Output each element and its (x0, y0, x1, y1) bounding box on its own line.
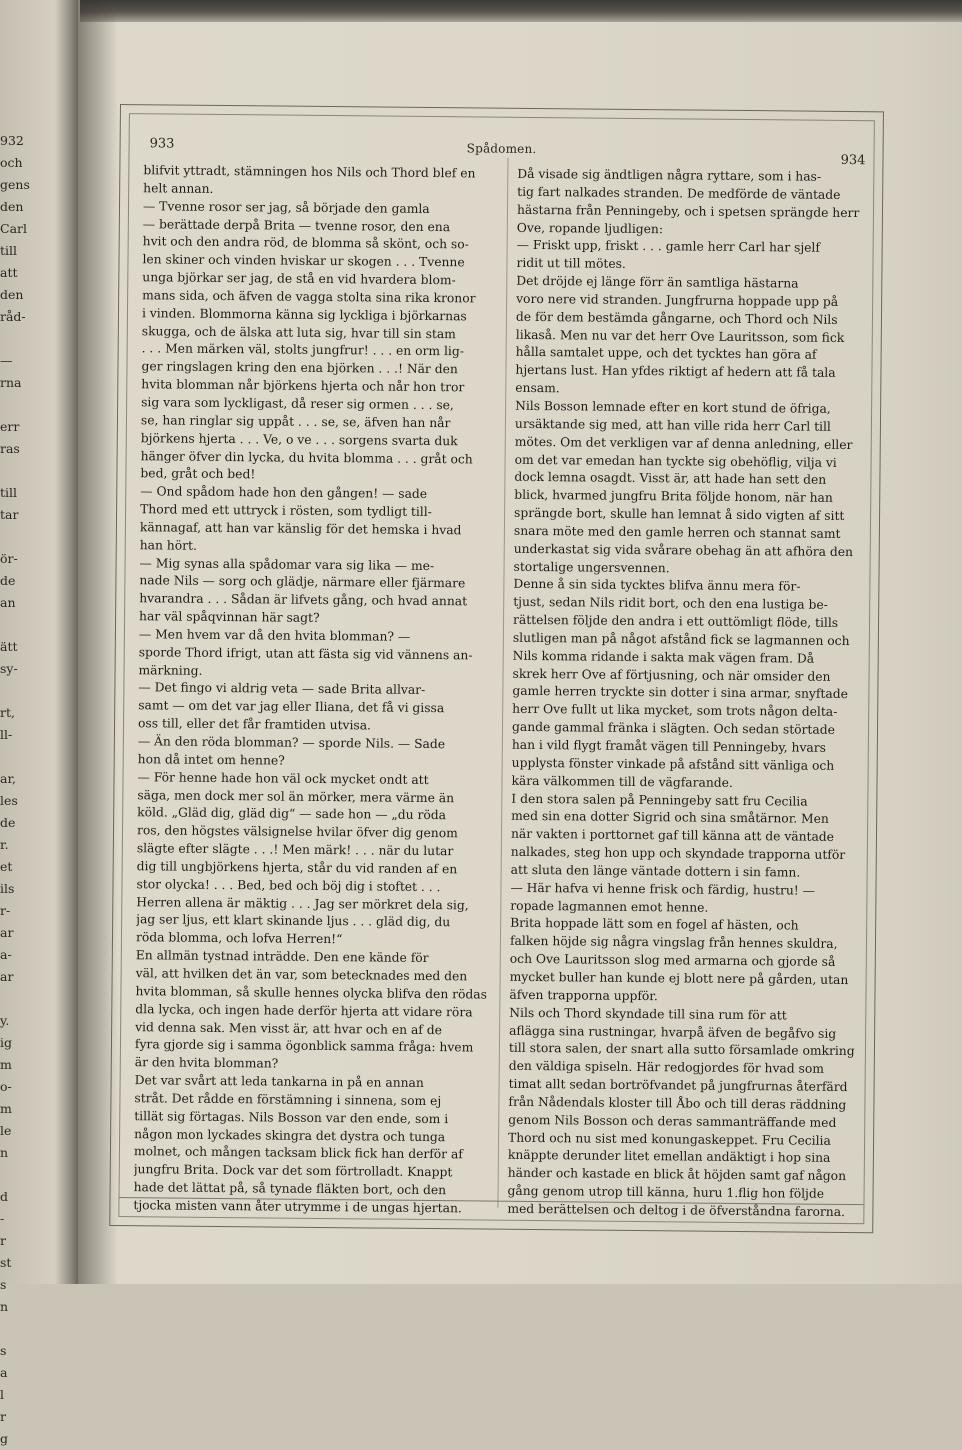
text-line: rt, (0, 705, 15, 720)
text-line: Thord och nu sist med konungaskeppet. Fru Cecilia (508, 1130, 831, 1148)
text-line: ridit ut till mötes. (516, 256, 626, 272)
text-line: hästarna från Penningeby, och i spetsen sprängde herr (516, 202, 860, 220)
text-line: mötes. Om det verkligen var af denna anledning, eller (514, 434, 853, 452)
text-line: ils (0, 881, 15, 896)
text-line: händer och kastade en blick åt höjden samt gaf någon (507, 1166, 847, 1184)
text-line: unga björkar ser jag, de stå en vid hvardera blom- (142, 270, 456, 288)
text-line: till (0, 485, 18, 500)
text-line: En allmän tystnad inträdde. Den ene kände för (135, 948, 429, 966)
right-text-column (507, 166, 875, 1222)
text-line: ursäktande sig med, att han ville rida herr Carl till (514, 416, 831, 434)
text-line: till stora salen, der snart alla sutto församlade omkring (508, 1041, 855, 1059)
text-line: — Ond spådom hade hon den gången! — sade (140, 484, 428, 502)
text-line: att sluta den länge väntade dottern i sin famn. (510, 862, 801, 880)
text-line: o- (0, 1079, 12, 1094)
text-line: den (0, 199, 24, 214)
text-line: s (0, 1343, 7, 1358)
text-line: tig fart nalkades stranden. De medförde de väntade (517, 184, 841, 202)
text-line: sprängde bort, skulle han lemnat å sido vigten af sitt (514, 505, 845, 524)
text-line: märkning. (138, 662, 203, 678)
text-line: röda blomma, och lofva Herren!“ (135, 930, 343, 947)
text-line: med berättelsen och deltog i de öfverståndna farorna. (507, 1201, 846, 1219)
text-line: slutligen man på något afstånd fick se lagmannen och (512, 630, 850, 648)
text-line: Ove, ropande ljudligen: (516, 220, 664, 236)
text-line: stortalige ungersvennen. (513, 559, 670, 575)
text-line: len skiner och vinden hviskar ur skogen . . . Tvenne (142, 252, 465, 270)
running-head: Spådomen. (466, 141, 537, 156)
text-line: ger ringslagen kring den ena björken . . .! När den (141, 359, 458, 377)
text-line: den (0, 287, 24, 302)
text-line: hjertans lust. Han yfdes riktigt af hedern att få tala (515, 363, 836, 381)
text-line: — Än den röda blomman? — sporde Nils. — Sade (137, 734, 446, 752)
text-line: gande gammal fränka i slägten. Och sedan störtade (511, 719, 835, 738)
text-line: äfven trapporna uppför. (509, 987, 658, 1004)
text-line: g (0, 1431, 9, 1446)
text-line: Herren allena är mäktig . . . Jag ser mörkret dela sig, (136, 894, 469, 912)
text-line: björkens hjerta . . . Ve, o ve . . . sorgens svarta duk (140, 430, 458, 448)
text-line: fyra gjorde sig i samma ögonblick samma fråga: hvem (134, 1037, 474, 1055)
text-line: jag ser ljus, ett klart skinande ljus . . . gläd dig, du (136, 912, 451, 930)
printed-page (109, 104, 884, 1233)
text-line (0, 394, 44, 416)
text-line: skrek herr Ove af förtjusning, och när omsider den (512, 666, 831, 684)
text-line: . . . Men märken väl, stolts jungfrur! . . . en orm lig- (141, 341, 464, 359)
text-line: från Nådendals kloster till Åbo och till deras räddning (508, 1094, 847, 1112)
text-line: de för dem bestämda gångarne, och Thord och Nils (515, 309, 838, 327)
text-line: y. (0, 1013, 10, 1028)
text-line: ropade lagmannen emot henne. (510, 898, 709, 915)
text-line: dla lycka, och ingen hade derför hjerta att vidare röra (135, 1001, 473, 1020)
text-line: gamle herren tryckte sin dotter i sina armar, snyftade (512, 684, 848, 702)
text-line: dig till ungbjörkens hjerta, står du vid randen af en (136, 859, 458, 877)
text-line: ll- (0, 727, 13, 742)
text-line (0, 1318, 44, 1340)
text-line: helt annan. (143, 181, 214, 196)
text-line: dock lemna osagdt. Visst är, att hade han sett den (514, 470, 827, 488)
text-line: tjocka misten vann åter utrymme i de ungas hjertan. (133, 1198, 462, 1216)
text-line: timat allt sedan bortröfvandet på jungfrurnas återfärd (508, 1076, 848, 1095)
left-text-column (133, 162, 501, 1218)
text-line: samt — om det var jag eller Iliana, det få vi gissa (138, 698, 445, 716)
text-line: han hört. (139, 537, 197, 553)
text-line (0, 680, 44, 702)
text-line: Thord med ett uttryck i rösten, som tydligt till- (140, 502, 432, 520)
text-line: le (0, 1123, 12, 1138)
text-line: och Ove Lauritsson slog med armarna och gjorde så (509, 951, 836, 970)
text-line: err (0, 419, 20, 434)
text-line: Carl (0, 221, 27, 236)
text-line: säga, men dock mer sol än mörker, mera värme än (137, 787, 455, 805)
text-line: gång genom utrop till känna, huru 1.flig hon följde (507, 1183, 825, 1201)
text-line: bed, gråt och bed! (140, 466, 256, 482)
text-line: tjust, sedan Nils ridit bort, och den ena lustiga be- (513, 595, 828, 613)
text-line: falken höjde sig några vingslag från hennes skuldra, (509, 934, 838, 952)
text-line: nade Nils — sorg och glädje, närmare eller fjärmare (139, 573, 466, 591)
text-line: Då visade sig ändtligen några ryttare, som i has- (517, 166, 822, 184)
text-line: l (0, 1387, 4, 1402)
text-line (0, 526, 44, 548)
text-line: jungfru Brita. Dock var det som förtrolladt. Knappt (133, 1162, 453, 1180)
text-line: om det var emedan han tyckte sig obehöflig, vilja vi (514, 452, 837, 470)
text-line: Nils Bosson lemnade efter en kort stund de öfriga, (515, 398, 831, 416)
text-line: väl, att hvilken det än var, som betecknades med den (135, 966, 468, 984)
text-line: har väl spåqvinnan här sagt? (139, 609, 320, 626)
text-line: sporde Thord ifrigt, utan att fästa sig vid vännens an- (138, 644, 473, 663)
text-line: ar (0, 925, 14, 940)
text-line: a- (0, 947, 12, 962)
text-line: någon mon lyckades skingra det dystra och tunga (134, 1126, 446, 1144)
text-line: Brita hoppade lätt som en fogel af hästen, och (510, 916, 799, 933)
text-line: likaså. Men nu var det herr Ove Lauritsson, som fick (515, 327, 845, 345)
text-line: underkastat sig vida svårare obehag än att afhöra den (513, 541, 854, 559)
text-line: a (0, 1365, 8, 1380)
top-book-edge (80, 0, 962, 22)
text-line: till (0, 243, 18, 258)
text-line: genom Nils Bosson och deras sammanträffande med (508, 1112, 837, 1130)
text-line: blifvit yttradt, stämningen hos Nils och Thord blef en (143, 163, 476, 181)
text-line: de (0, 573, 16, 588)
text-line: kännagaf, att han var känslig för det hemska i hvad (139, 520, 462, 538)
left-page-edge-fragments (0, 130, 44, 1450)
text-line: vid denna sak. Men visst är, att hvar och en af de (135, 1019, 443, 1037)
text-line: med sin ena dotter Sigrid och sina småtärnor. Men (511, 809, 829, 827)
text-line: n (0, 1145, 9, 1160)
text-line: Det var svårt att leda tankarna in på en annan (134, 1073, 424, 1090)
text-line: — Här hafva vi henne frisk och färdig, hustru! — (510, 880, 816, 898)
text-line: och (0, 155, 23, 170)
text-line: — Tvenne rosor ser jag, så började den gamla (142, 198, 430, 216)
text-line: kära välkommen till de vägfarande. (511, 773, 733, 790)
text-line: r (0, 1409, 6, 1424)
text-line: hvarandra . . . Sådan är lifvets gång, och hvad annat (139, 591, 468, 609)
text-line: d (0, 1189, 9, 1204)
text-line: i vinden. Blommorna känna sig lyckliga i björkarnas (141, 305, 467, 324)
text-line: ör- (0, 551, 18, 566)
text-line: r. (0, 837, 9, 852)
text-line: råd- (0, 309, 26, 324)
text-line (0, 746, 44, 768)
text-line: 932 (0, 133, 24, 148)
text-line: Det dröjde ej länge förr än samtliga hästarna (516, 273, 799, 291)
text-line: blick, hvarmed jungfru Brita följde honom, när han (514, 487, 833, 506)
text-line: r- (0, 903, 11, 918)
text-line: skugga, och de älska att luta sig, hvar till sin stam (141, 323, 456, 341)
text-line: stråt. Det rådde en förstämning i sinnena, som ej (134, 1091, 442, 1109)
text-line: stor olycka! . . . Bed, bed och böj dig i stoftet . . . (136, 876, 441, 894)
text-line: köld. „Gläd dig, gläd dig“ — sade hon — „du röda (137, 805, 447, 823)
text-line: ras (0, 441, 20, 456)
text-line: — berättade derpå Brita — tvenne rosor, den ena (142, 216, 451, 234)
text-line: r (0, 1233, 6, 1248)
text-line (0, 614, 44, 636)
text-line: herr Ove fullt ut lika mycket, som trots någon delta- (512, 702, 838, 720)
text-line: molnet, och mången tacksam blick fick han derför af (133, 1144, 463, 1162)
text-line: hvita blomman, så skulle hennes olycka blifva den rödas (135, 984, 488, 1002)
text-line: knäppte derunder litet emellan andäktigt i hop sina (507, 1148, 831, 1166)
page-number-right: 934 (840, 152, 866, 169)
text-line: ar, (0, 771, 17, 786)
text-line: m (0, 1057, 12, 1072)
text-line: m (0, 1101, 12, 1116)
text-line: ig (0, 1035, 12, 1050)
text-line: rättelsen följde den andra i ett outtömligt flöde, tills (512, 612, 839, 631)
text-line: les (0, 793, 18, 808)
text-line: oss till, eller det får framtiden utvisa. (137, 716, 372, 733)
text-line: — Det fingo vi aldrig veta — sade Brita allvar- (138, 680, 426, 698)
text-line: an (0, 595, 16, 610)
text-line: sig vara som lyckligast, då reser sig ormen . . . se, (141, 395, 454, 413)
text-line (0, 1164, 44, 1186)
text-line: n (0, 1299, 9, 1314)
text-line: upplysta fönster vinkade på afstånd sitt vänliga och (511, 755, 835, 773)
text-line (0, 988, 44, 1010)
text-line: — Mig synas alla spådomar vara sig lika — me- (139, 555, 435, 573)
text-line: — Friskt upp, friskt . . . gamle herr Carl har sjelf (516, 238, 821, 256)
text-line: — Men hvem var då den hvita blomman? — (138, 627, 411, 644)
text-line: den väldiga spiseln. Här redogjordes för hvad som (508, 1058, 825, 1076)
text-line: s (0, 1277, 7, 1292)
text-line: tar (0, 507, 19, 522)
text-line: hade det lättat på, så tynade fläkten bort, och den (133, 1180, 447, 1198)
text-line (0, 460, 44, 482)
text-line: är den hvita blomman? (134, 1055, 279, 1071)
text-line: gens (0, 177, 30, 192)
text-line: snara möte med den gamle herren och stannat samt (513, 523, 841, 541)
text-line: när vakten i porttornet gaf till känna att de väntade (510, 827, 835, 845)
text-line: hänger öfver din lycka, du hvita blomma . . . gråt och (140, 448, 473, 466)
text-line: de (0, 815, 16, 830)
text-line: — För henne hade hon väl ock mycket ondt att (137, 769, 429, 787)
text-line: slägte efter slägte . . .! Men märk! . . . när du lutar (136, 841, 454, 859)
text-line: st (0, 1255, 12, 1270)
text-line: mycket buller han kunde ej blott nere på gården, utan (509, 969, 849, 987)
text-line: ros, den högstes välsignelse hvilar öfver dig genom (136, 823, 458, 841)
page-number-left: 933 (149, 136, 175, 152)
text-line (0, 328, 44, 350)
text-line: Nils och Thord skyndade till sina rum för att (509, 1005, 787, 1023)
page-frame (118, 113, 875, 1224)
text-line: mans sida, och äfven de vagga stolta sina rika kronor (142, 288, 476, 306)
text-line: tillät sig förtagas. Nils Bosson var den ende, som i (134, 1108, 449, 1126)
text-line: ar (0, 969, 14, 984)
text-line: rna (0, 375, 22, 390)
text-line: et (0, 859, 13, 874)
text-line: att (0, 265, 18, 280)
text-line: Nils komma ridande i sakta mak vägen fram. Då (512, 648, 815, 666)
text-line: hvit och den andra röd, de blomma så skönt, och so- (142, 234, 469, 252)
text-line: Denne å sin sida tycktes blifva ännu mera för- (513, 577, 801, 594)
text-line: se, han ringlar sig uppåt . . . se, se, äfven han når (140, 413, 451, 430)
text-line: hon då intet om henne? (137, 752, 285, 768)
text-line: sy- (0, 661, 18, 676)
text-line: aflägga sina rustningar, hvarpå äfven de begåfvo sig (509, 1023, 837, 1041)
text-line: I den stora salen på Penningeby satt fru Cecilia (511, 791, 808, 809)
text-line: nalkades, steg hon upp och skyndade trapporna utför (510, 844, 846, 863)
text-line: — (0, 353, 13, 368)
text-line: han i vild flygt framåt vägen till Penningeby, hvars (511, 737, 827, 755)
text-line: ensam. (515, 380, 560, 396)
text-line: voro nere vid stranden. Jungfrurna hoppade upp på (516, 291, 839, 309)
text-line: hvita blomman når björkens hjerta och når hon tror (141, 377, 465, 395)
text-line: ätt (0, 639, 18, 654)
text-line: hålla samtalet uppe, och det tycktes han göra af (515, 345, 817, 363)
text-line: - (0, 1211, 5, 1226)
